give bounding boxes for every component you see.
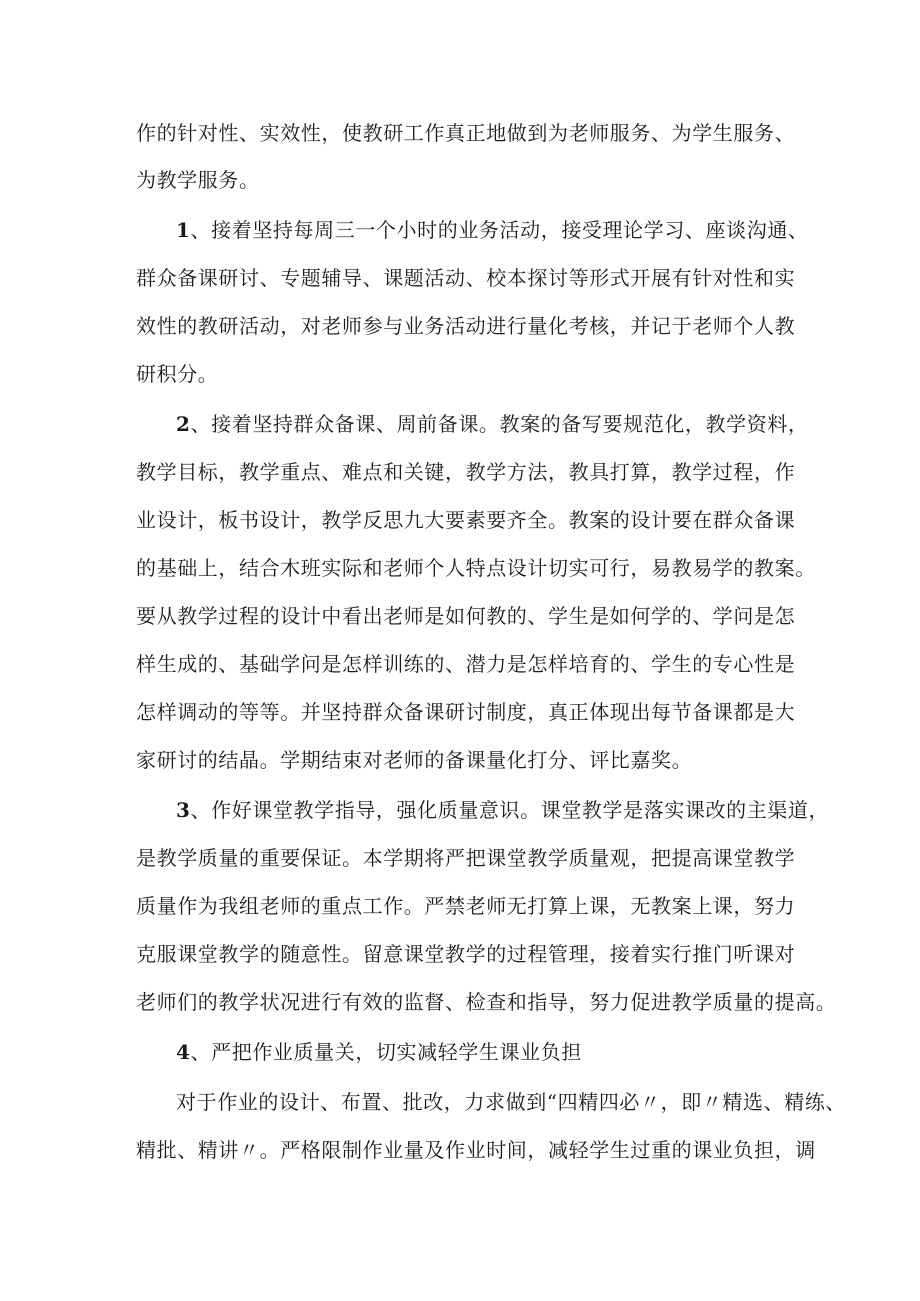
paragraph-line: 群众备课研讨、专题辅导、课题活动、校本探讨等形式开展有针对性和实: [136, 266, 796, 290]
paragraph-line: 为教学服务。: [136, 168, 260, 192]
paragraph-line: 教学目标，教学重点、难点和关键，教学方法，教具打算，教学过程，作: [136, 460, 796, 484]
item-number: 2: [176, 412, 191, 436]
item-number: 3: [176, 798, 191, 822]
paragraph-line: 作的针对性、实效性，使教研工作真正地做到为老师服务、为学生服务、: [136, 121, 796, 145]
item-number: 1: [176, 218, 191, 242]
item-text: 、作好课堂教学指导，强化质量意识。课堂教学是落实课改的主渠道，: [190, 798, 830, 822]
paragraph-line: 是教学质量的重要保证。本学期将严把课堂教学质量观，把提高课堂教学: [136, 846, 796, 870]
paragraph-line: 老师们的教学状况进行有效的监督、检查和指导，努力促进教学质量的提高。: [136, 990, 837, 1014]
item-number: 4: [176, 1040, 191, 1064]
paragraph-first-line: 对于作业的设计、布置、批改，力求做到“四精四必〃，即〃精选、精练、: [176, 1090, 847, 1114]
item-text: 、严把作业质量关，切实减轻学生课业负担: [190, 1040, 582, 1064]
paragraph-line: 质量作为我组老师的重点工作。严禁老师无打算上课，无教案上课，努力: [136, 894, 796, 918]
item-1-first-line: [176, 218, 809, 242]
paragraph-line: 效性的教研活动，对老师参与业务活动进行量化考核，并记于老师个人教: [136, 314, 796, 338]
paragraph-line: 要从教学过程的设计中看出老师是如何教的、学生是如何学的、学问是怎: [136, 604, 796, 628]
item-4-first-line: [176, 1040, 582, 1064]
item-text: 、接着坚持每周三一个小时的业务活动，接受理论学习、座谈沟通、: [190, 218, 809, 242]
paragraph-line: 家研讨的结晶。学期结束对老师的备课量化打分、评比嘉奖。: [136, 748, 693, 772]
paragraph-line: 精批、精讲〃。严格限制作业量及作业时间，减轻学生过重的课业负担，调: [136, 1138, 816, 1162]
paragraph-line: 的基础上，结合木班实际和老师个人特点设计切实可行，易教易学的教案。: [136, 556, 816, 580]
paragraph-line: 样生成的、基础学问是怎样训练的、潜力是怎样培育的、学生的专心性是: [136, 652, 796, 676]
paragraph-line: 业设计，板书设计，教学反思九大要素要齐全。教案的设计要在群众备课: [136, 508, 796, 532]
item-text: 、接着坚持群众备课、周前备课。教案的备写要规范化，教学资料，: [190, 412, 809, 436]
item-2-first-line: [176, 412, 809, 436]
paragraph-line: 怎样调动的等等。并坚持群众备课研讨制度，真正体现出每节备课都是大: [136, 700, 796, 724]
item-3-first-line: [176, 798, 829, 822]
paragraph-line: 克服课堂教学的随意性。留意课堂教学的过程管理，接着实行推门听课对: [136, 942, 796, 966]
paragraph-line: 研积分。: [136, 362, 219, 386]
